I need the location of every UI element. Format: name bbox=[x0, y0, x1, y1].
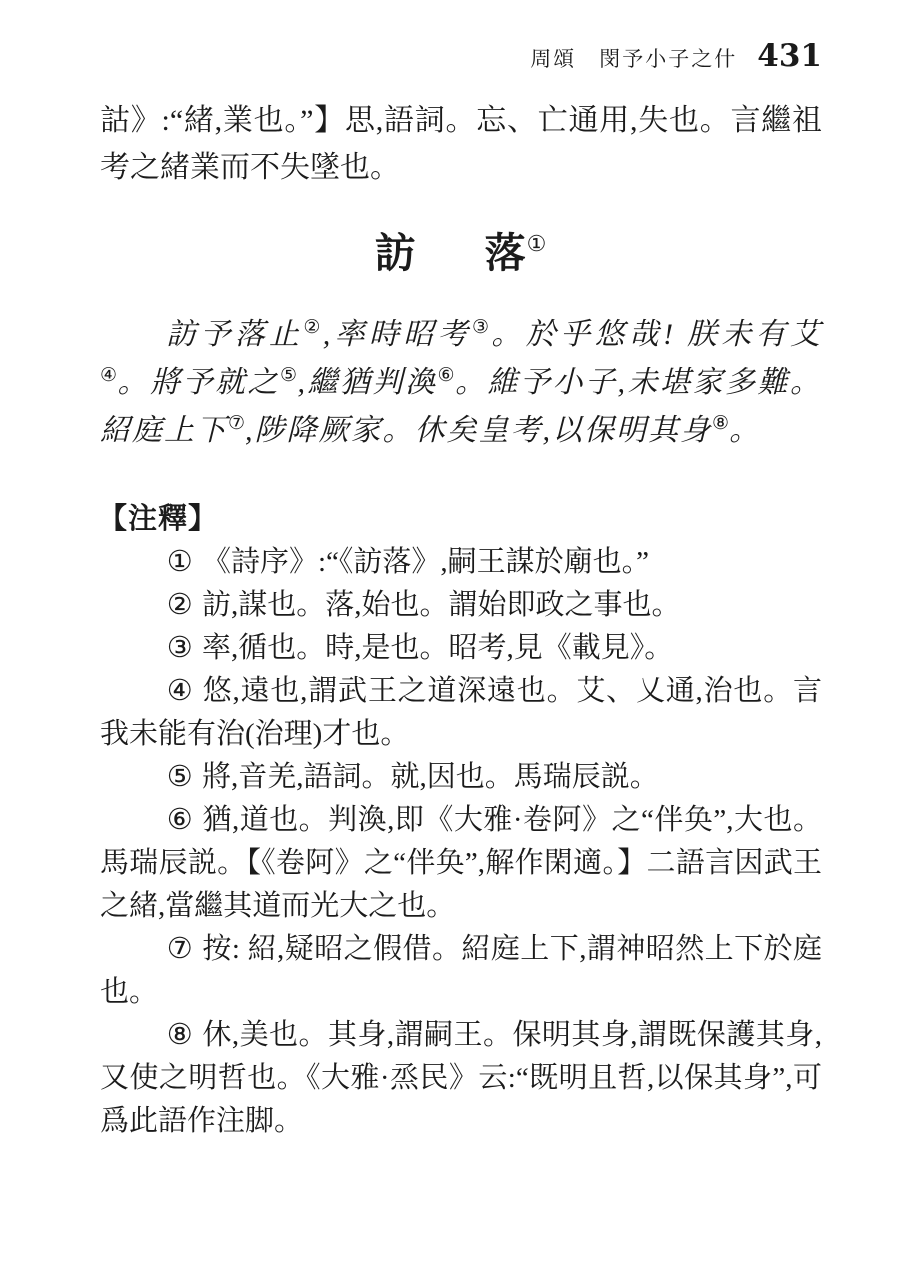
note-item-6 bbox=[100, 799, 822, 928]
note-text: 悠,遠也,謂武王之道深遠也。艾、乂通,治也。言我未能有治(治理)才也。 bbox=[100, 675, 822, 750]
note-text: 《詩序》:“《訪落》,嗣王謀於廟也。” bbox=[201, 546, 650, 578]
note-marker: ③ bbox=[166, 632, 193, 664]
poem-segment: 訪予落止 bbox=[166, 318, 304, 351]
title-note-ref: ① bbox=[526, 231, 548, 256]
note-item-8 bbox=[100, 1014, 822, 1143]
note-ref-7: ⑦ bbox=[228, 413, 246, 434]
note-item-2 bbox=[100, 584, 822, 627]
note-marker: ⑤ bbox=[166, 761, 193, 793]
page-number: 431 bbox=[757, 38, 822, 74]
note-item-1 bbox=[100, 541, 822, 584]
poem-segment: 。 bbox=[729, 414, 762, 447]
note-marker: ⑦ bbox=[166, 933, 194, 965]
note-ref-6: ⑥ bbox=[437, 365, 456, 386]
poem-segment: 。於乎悠哉! 朕未有艾 bbox=[491, 318, 823, 351]
poem-title-char-1: 訪 bbox=[374, 230, 417, 276]
note-marker: ② bbox=[166, 589, 193, 621]
note-text: 按: 紹,疑昭之假借。紹庭上下,謂神昭然上下於庭也。 bbox=[100, 933, 823, 1008]
note-ref-8: ⑧ bbox=[712, 413, 730, 434]
note-marker: ⑧ bbox=[166, 1019, 194, 1051]
note-item-3 bbox=[100, 627, 822, 670]
note-text: 訪,謀也。落,始也。謂始即政之事也。 bbox=[201, 589, 681, 621]
note-ref-2: ② bbox=[303, 317, 323, 338]
continuation-paragraph: 詁》:“緒,業也。”】思,語詞。忘、亡通用,失也。言繼祖考之緒業而不失墜也。 bbox=[100, 104, 822, 184]
poem-segment: ,率時昭考 bbox=[322, 318, 473, 351]
note-item-5 bbox=[100, 756, 822, 799]
poem-segment: 。維予小子,未堪家多難。紹庭上下 bbox=[100, 366, 822, 447]
note-text: 將,音羌,語詞。就,因也。馬瑞辰説。 bbox=[201, 761, 659, 793]
poem-text bbox=[100, 311, 822, 455]
note-text: 休,美也。其身,謂嗣王。保明其身,謂既保護其身,又使之明哲也。《大雅·烝民》云:“既明且哲,以保其身”,可爲此語作注脚。 bbox=[100, 1019, 822, 1137]
annotation-notes bbox=[100, 541, 822, 1143]
note-ref-3: ③ bbox=[472, 317, 492, 338]
poem-title bbox=[100, 220, 822, 279]
note-ref-4: ④ bbox=[100, 365, 118, 386]
poem-title-char-2: 落 bbox=[484, 230, 527, 276]
note-marker: ④ bbox=[166, 675, 194, 707]
note-text: 率,循也。時,是也。昭考,見《載見》。 bbox=[201, 632, 674, 664]
note-marker: ① bbox=[166, 546, 193, 578]
note-item-4 bbox=[100, 670, 822, 756]
poem-segment: ,陟降厥家。休矣皇考,以保明其身 bbox=[245, 414, 713, 447]
poem-segment: ,繼猶判渙 bbox=[297, 366, 438, 399]
note-ref-5: ⑤ bbox=[280, 365, 298, 386]
annotation-section-header: 【注釋】 bbox=[98, 503, 219, 535]
note-marker: ⑥ bbox=[166, 804, 194, 836]
note-item-7 bbox=[100, 928, 822, 1014]
poem-segment: 。將予就之 bbox=[117, 366, 281, 399]
running-header bbox=[100, 38, 822, 74]
header-section-title: 周頌 閔予小子之什 bbox=[530, 47, 738, 71]
note-text: 猶,道也。判渙,即《大雅·卷阿》之“伴奂”,大也。馬瑞辰説。【《卷阿》之“伴奂”,解作閑適。】二語言因武王之緒,當繼其道而光大之也。 bbox=[100, 804, 822, 922]
